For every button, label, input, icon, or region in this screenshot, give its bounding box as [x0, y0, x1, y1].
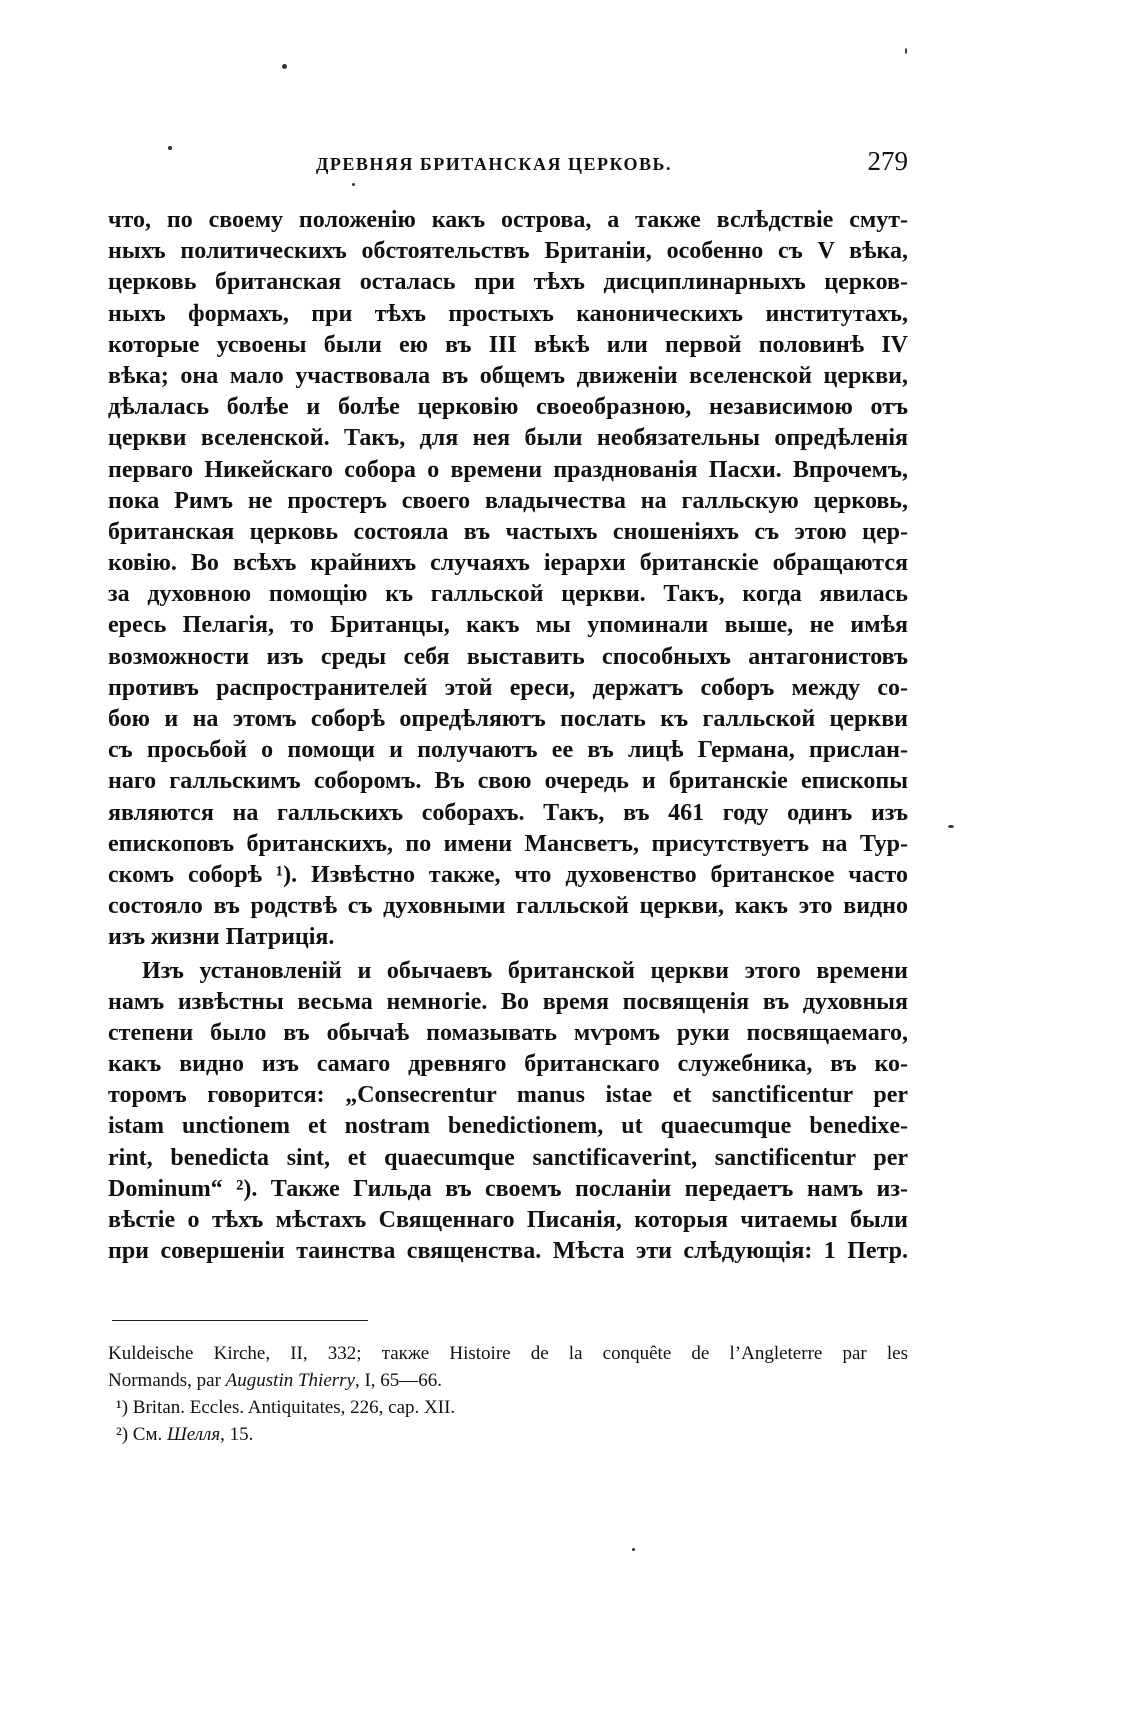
text-line: изъ жизни Патриція. [108, 924, 335, 951]
text-line: бою и на этомъ соборѣ опредѣляютъ послать къ галльской церкви [108, 706, 908, 732]
running-title: ДРЕВНЯЯ БРИТАНСКАЯ ЦЕРКОВЬ. [316, 154, 672, 174]
text-line: Изъ установленій и обычаевъ британской церкви этого времени [142, 957, 908, 984]
text-line: rint, benedicta sint, et quaecumque sanctificaverint, sanctificentur per [108, 1144, 908, 1171]
scan-speck [352, 183, 355, 186]
text-line: намъ извѣстны весьма немногіе. Во время посвященія въ духовныя [108, 988, 908, 1015]
text-line: ересь Пелагія, то Британцы, какъ мы упоминали выше, не имѣя [108, 612, 908, 639]
scan-speck [905, 48, 907, 54]
footnote-continued-line [108, 1367, 908, 1394]
footnote-author: Шелля [166, 1424, 221, 1445]
footnote-text: , 15. [220, 1424, 254, 1445]
text-line: при совершеніи таинства священства. Мѣста эти слѣдующія: 1 Петр. [108, 1238, 908, 1265]
text-line: противъ распространителей этой ереси, держатъ соборъ между со- [108, 674, 908, 701]
text-line: дѣлалась болѣе и болѣе церковію своеобразною, независимою отъ [108, 394, 908, 421]
footnotes [108, 1340, 908, 1448]
text-line: ныхъ формахъ, при тѣхъ простыхъ каноническихъ институтахъ, [108, 300, 908, 327]
page-number: 279 [867, 146, 908, 176]
footnote-continued-line: Kuldeische Kirche, II, 332; также Histoire de la conquête de l’Angleterre par les [108, 1343, 908, 1364]
footnote-2 [108, 1421, 908, 1448]
scan-speck [282, 64, 287, 69]
text-line: степени было въ обычаѣ помазывать мѵромъ руки посвящаемаго, [108, 1019, 908, 1046]
text-line: наго галльскимъ соборомъ. Въ свою очередь и британскіе епископы [108, 768, 908, 795]
text-line: епископовъ британскихъ, по имени Мансветъ, присутствуетъ на Тур- [108, 830, 908, 857]
text-line: пока Римъ не простеръ своего владычества на галльскую церковь, [108, 487, 908, 514]
text-line: скомъ соборѣ ¹). Извѣстно также, что духовенство британское часто [108, 861, 908, 888]
text-line: являются на галльскихъ соборахъ. Такъ, въ 461 году одинъ изъ [108, 799, 908, 826]
paragraph-2 [108, 956, 908, 1268]
footnote-1: ¹) Britan. Eccles. Antiquitates, 226, cap. XII. [116, 1397, 456, 1418]
scan-speck [948, 825, 954, 828]
footnote-text: ²) См. [116, 1424, 167, 1445]
page-header [108, 146, 908, 190]
text-line: какъ видно изъ самаго древняго британскаго служебника, въ ко- [108, 1051, 908, 1078]
text-line: вѣстіе о тѣхъ мѣстахъ Священнаго Писанія, которыя читаемы были [108, 1207, 908, 1233]
text-line: что, по своему положенію какъ острова, а также вслѣдствіе смут- [108, 207, 908, 233]
footnote-text: , I, 65—66. [354, 1370, 443, 1391]
footnote-rule [112, 1320, 368, 1321]
text-line: вѣка; она мало участвовала въ общемъ движеніи вселенской церкви, [108, 362, 908, 389]
text-line: церковь британская осталась при тѣхъ дисциплинарныхъ церков- [108, 269, 908, 296]
text-line: которые усвоены были ею въ III вѣкѣ или первой половинѣ IV [108, 331, 908, 358]
text-line: istam unctionem et nostram benedictionem, ut quaecumque benedixe- [108, 1113, 908, 1140]
text-line: съ просьбой о помощи и получаютъ ее въ лицѣ Германа, прислан- [108, 737, 908, 764]
text-line: ныхъ политическихъ обстоятельствъ Британіи, особенно съ V вѣка, [108, 238, 908, 265]
text-line: возможности изъ среды себя выставить способныхъ антагонистовъ [108, 643, 908, 670]
text-line: ковію. Во всѣхъ крайнихъ случаяхъ іерархи британскіе обращаются [108, 550, 908, 577]
footnote-text: Normands, par [108, 1370, 226, 1391]
text-line: британская церковь состояла въ частыхъ сношеніяхъ съ этою цер- [108, 518, 908, 545]
text-line: торомъ говорится: „Consecrentur manus istae et sanctificentur per [108, 1082, 908, 1109]
text-line: церкви вселенской. Такъ, для нея были необязательны опредѣленія [108, 425, 908, 452]
body-text [108, 205, 908, 1267]
scan-speck [168, 146, 172, 150]
scan-speck [632, 1548, 635, 1551]
text-line: состояло въ родствѣ съ духовными галльской церкви, какъ это видно [108, 893, 908, 920]
footnote-author: Augustin Thierry [225, 1370, 355, 1391]
text-line: перваго Никейскаго собора о времени празднованія Пасхи. Впрочемъ, [108, 456, 908, 483]
paragraph-1 [108, 205, 908, 954]
text-line: за духовною помощію къ галльской церкви. Такъ, когда явилась [108, 581, 908, 608]
text-line: Dominum“ ²). Также Гильда въ своемъ посланіи передаетъ намъ из- [108, 1175, 908, 1202]
